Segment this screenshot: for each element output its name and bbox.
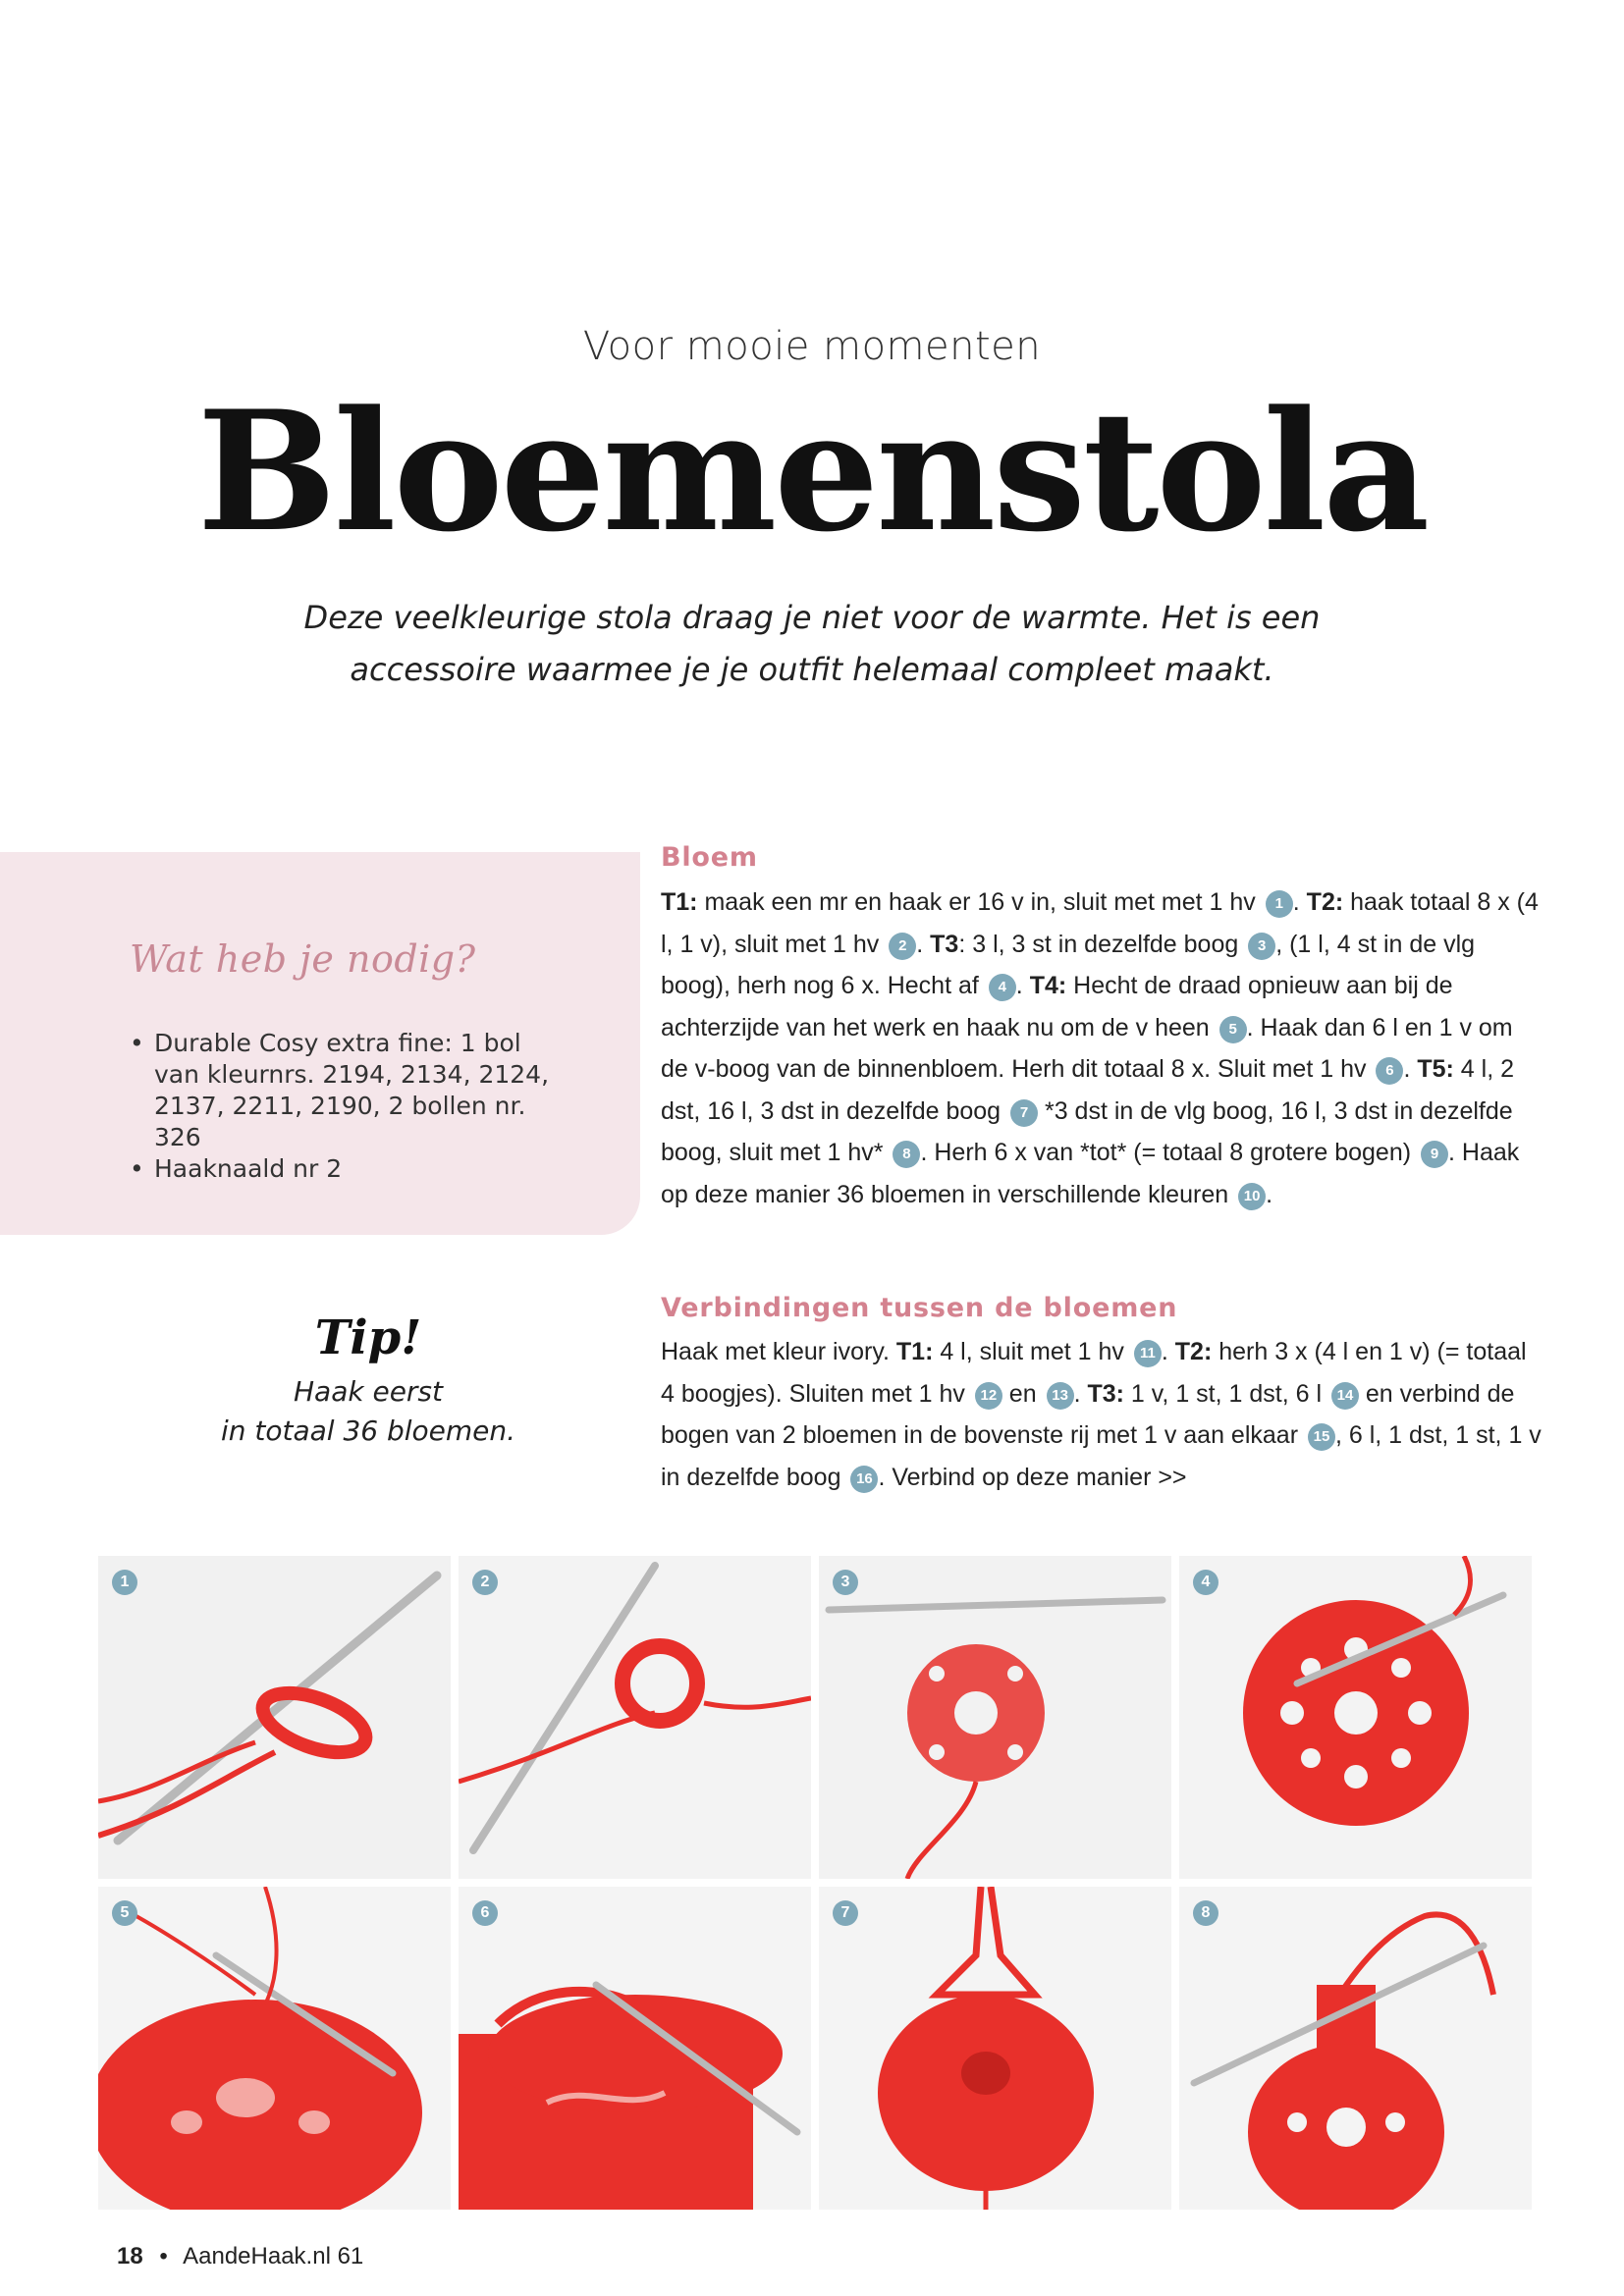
lead-line-1: Deze veelkleurige stola draag je niet voor de warmte. Het is een: [303, 599, 1321, 636]
round-label: T3:: [1087, 1379, 1124, 1408]
tip-line-1: Haak eerst: [293, 1375, 444, 1408]
tip-title: Tip!: [314, 1310, 422, 1365]
text: . Haak dan 6 l en 1 v om de v-boog van de binnenbloem. Herh dit totaal 8 x. Sluit met 1 hv: [661, 1013, 1513, 1083]
step-badge: 2: [889, 933, 916, 960]
round-label: T1:: [661, 888, 698, 916]
photo-badge: 1: [112, 1570, 137, 1595]
needs-list: [130, 1028, 562, 1185]
list-item: • Haaknaald nr 2: [130, 1153, 562, 1185]
lead-paragraph: [272, 592, 1352, 696]
page-footer: [117, 2243, 363, 2270]
step-badge: 10: [1238, 1183, 1266, 1210]
publication-name: AandeHaak.nl 61: [183, 2243, 364, 2269]
text: maak een mr en haak er 16 v in, sluit met met 1 hv: [697, 888, 1256, 916]
step-photo-8: [1179, 1887, 1532, 2210]
text: . Herh 6 x van *tot* (= totaal 8 grotere bogen): [920, 1139, 1412, 1166]
text: 1 v, 1 st, 1 dst, 6 l: [1123, 1379, 1322, 1408]
step-photo-2: [459, 1556, 811, 1879]
step-photo-3: [819, 1556, 1171, 1879]
round-label: T3: [930, 930, 959, 958]
step-badge: 5: [1219, 1016, 1247, 1043]
round-label: T1:: [895, 1338, 934, 1365]
verbinding-paragraph: Haak met kleur ivory. T1: 4 l, sluit met 1 hv 11 . T2: herh 3 x (4 l en 1 v) (= totaal 4 boogjes). Sluiten met 1 hv 12 en 13 . T3: 1 v, 1 st, 1 dst, 6 l 14 en verbind de bogen van 2 bloemen in de bovenste rij met 1 v aan elkaar 15 , 6 l, 1 dst, 1 st, 1 v in dezelfde boog 16 . Verbind op deze manier >>: [661, 1338, 1542, 1491]
text: 4 l, sluit met 1 hv: [933, 1338, 1124, 1365]
text: , (1 l, 4 st in de vlg boog), herh nog 6 x. Hecht af: [661, 930, 1476, 999]
photo-badge: 6: [472, 1900, 498, 1926]
list-item: • Durable Cosy extra fine: 1 bol van kleurnrs. 2194, 2134, 2124, 2137, 2211, 2190, 2 bollen nr. 326: [130, 1028, 562, 1153]
tip-line-2: in totaal 36 bloemen.: [220, 1415, 516, 1447]
step-badge: 13: [1047, 1382, 1074, 1410]
text: Haak met kleur ivory.: [661, 1338, 896, 1365]
text: . Verbind op deze manier >>: [878, 1463, 1187, 1491]
kicker: Voor mooie momenten: [582, 324, 1042, 369]
bloem-heading: Bloem: [661, 842, 758, 873]
round-label: T2:: [1174, 1338, 1213, 1365]
step-badge: 12: [975, 1382, 1002, 1410]
step-photo-7: [819, 1887, 1171, 2210]
step-badge: 6: [1376, 1057, 1403, 1085]
bloem-paragraph: T1: maak een mr en haak er 16 v in, sluit met met 1 hv 1 . T2: haak totaal 8 x (4 l, 1 v), sluit met 1 hv 2 . T3: 3 l, 3 st in dezelfde boog 3 , (1 l, 4 st in de vlg boog), herh nog 6 x. Hecht af 4 . T4: Hecht de draad opnieuw aan bij de achterzijde van het werk en haak nu om de v heen 5 . Haak dan 6 l en 1 v om de v-boog van de binnenbloem. Herh dit totaal 8 x. Sluit met 1 hv 6 . T5: 4 l, 2 dst, 16 l, 3 dst in dezelfde boog 7 *3 dst in de vlg boog, 16 l, 3 dst in dezelfde boog, sluit met 1 hv* 8 . Herh 6 x van *tot* (= totaal 8 grotere bogen) 9 . Haak op deze manier 36 bloemen in verschillende kleuren 10 .: [661, 888, 1539, 1208]
photo-badge: 2: [472, 1570, 498, 1595]
text: en: [1001, 1379, 1037, 1408]
step-badge: 9: [1421, 1141, 1448, 1168]
step-photo-6: [459, 1887, 811, 2210]
step-badge: 11: [1134, 1340, 1162, 1367]
photo-badge: 8: [1193, 1900, 1218, 1926]
tip-text: [201, 1372, 535, 1451]
lead-line-2: accessoire waarmee je je outfit helemaal compleet maakt.: [350, 651, 1274, 688]
step-photo-4: [1179, 1556, 1532, 1879]
round-label: T2:: [1306, 888, 1344, 916]
step-photo-5: [98, 1887, 451, 2210]
text: *3 dst in de vlg boog, 16 l, 3 dst in dezelfde boog, sluit met 1 hv*: [661, 1096, 1513, 1166]
step-photo-1: [98, 1556, 451, 1879]
text: 4 l, 2 dst, 16 l, 3 dst in dezelfde boog: [661, 1055, 1514, 1125]
photo-badge: 4: [1193, 1570, 1218, 1595]
step-badge: 14: [1331, 1382, 1359, 1410]
text: , 6 l, 1 dst, 1 st, 1 v in dezelfde boog: [661, 1421, 1542, 1491]
photo-badge: 3: [833, 1570, 858, 1595]
step-badge: 16: [850, 1466, 878, 1493]
round-label: T4:: [1029, 972, 1067, 999]
text: haak totaal 8 x (4 l, 1 v), sluit met 1 hv: [661, 888, 1539, 958]
step-badge: 15: [1308, 1423, 1335, 1451]
step-badge: 3: [1248, 933, 1275, 960]
photo-badge: 7: [833, 1900, 858, 1926]
page-number: 18: [117, 2243, 143, 2269]
step-badge: 1: [1266, 890, 1293, 918]
photo-badge: 5: [112, 1900, 137, 1926]
verbinding-heading: Verbindingen tussen de bloemen: [661, 1293, 1178, 1323]
needs-title: Wat heb je nodig?: [130, 937, 476, 981]
step-badge: 7: [1010, 1099, 1038, 1127]
text: Hecht de draad opnieuw aan bij de achterzijde van het werk en haak nu om de v heen: [661, 972, 1453, 1041]
text: en verbind de bogen van 2 bloemen in de bovenste rij met 1 v aan elkaar: [661, 1379, 1515, 1449]
step-badge: 4: [989, 974, 1016, 1001]
step-badge: 8: [893, 1141, 920, 1168]
text: .: [1266, 1180, 1273, 1208]
text: herh 3 x (4 l en 1 v) (= totaal 4 boogjes). Sluiten met 1 hv: [661, 1338, 1527, 1408]
text: . Haak op deze manier 36 bloemen in verschillende kleuren: [661, 1139, 1520, 1208]
footer-separator: •: [159, 2243, 168, 2269]
page-title: Bloemenstola: [196, 374, 1428, 568]
text: : 3 l, 3 st in dezelfde boog: [958, 930, 1239, 958]
round-label: T5:: [1417, 1055, 1454, 1083]
